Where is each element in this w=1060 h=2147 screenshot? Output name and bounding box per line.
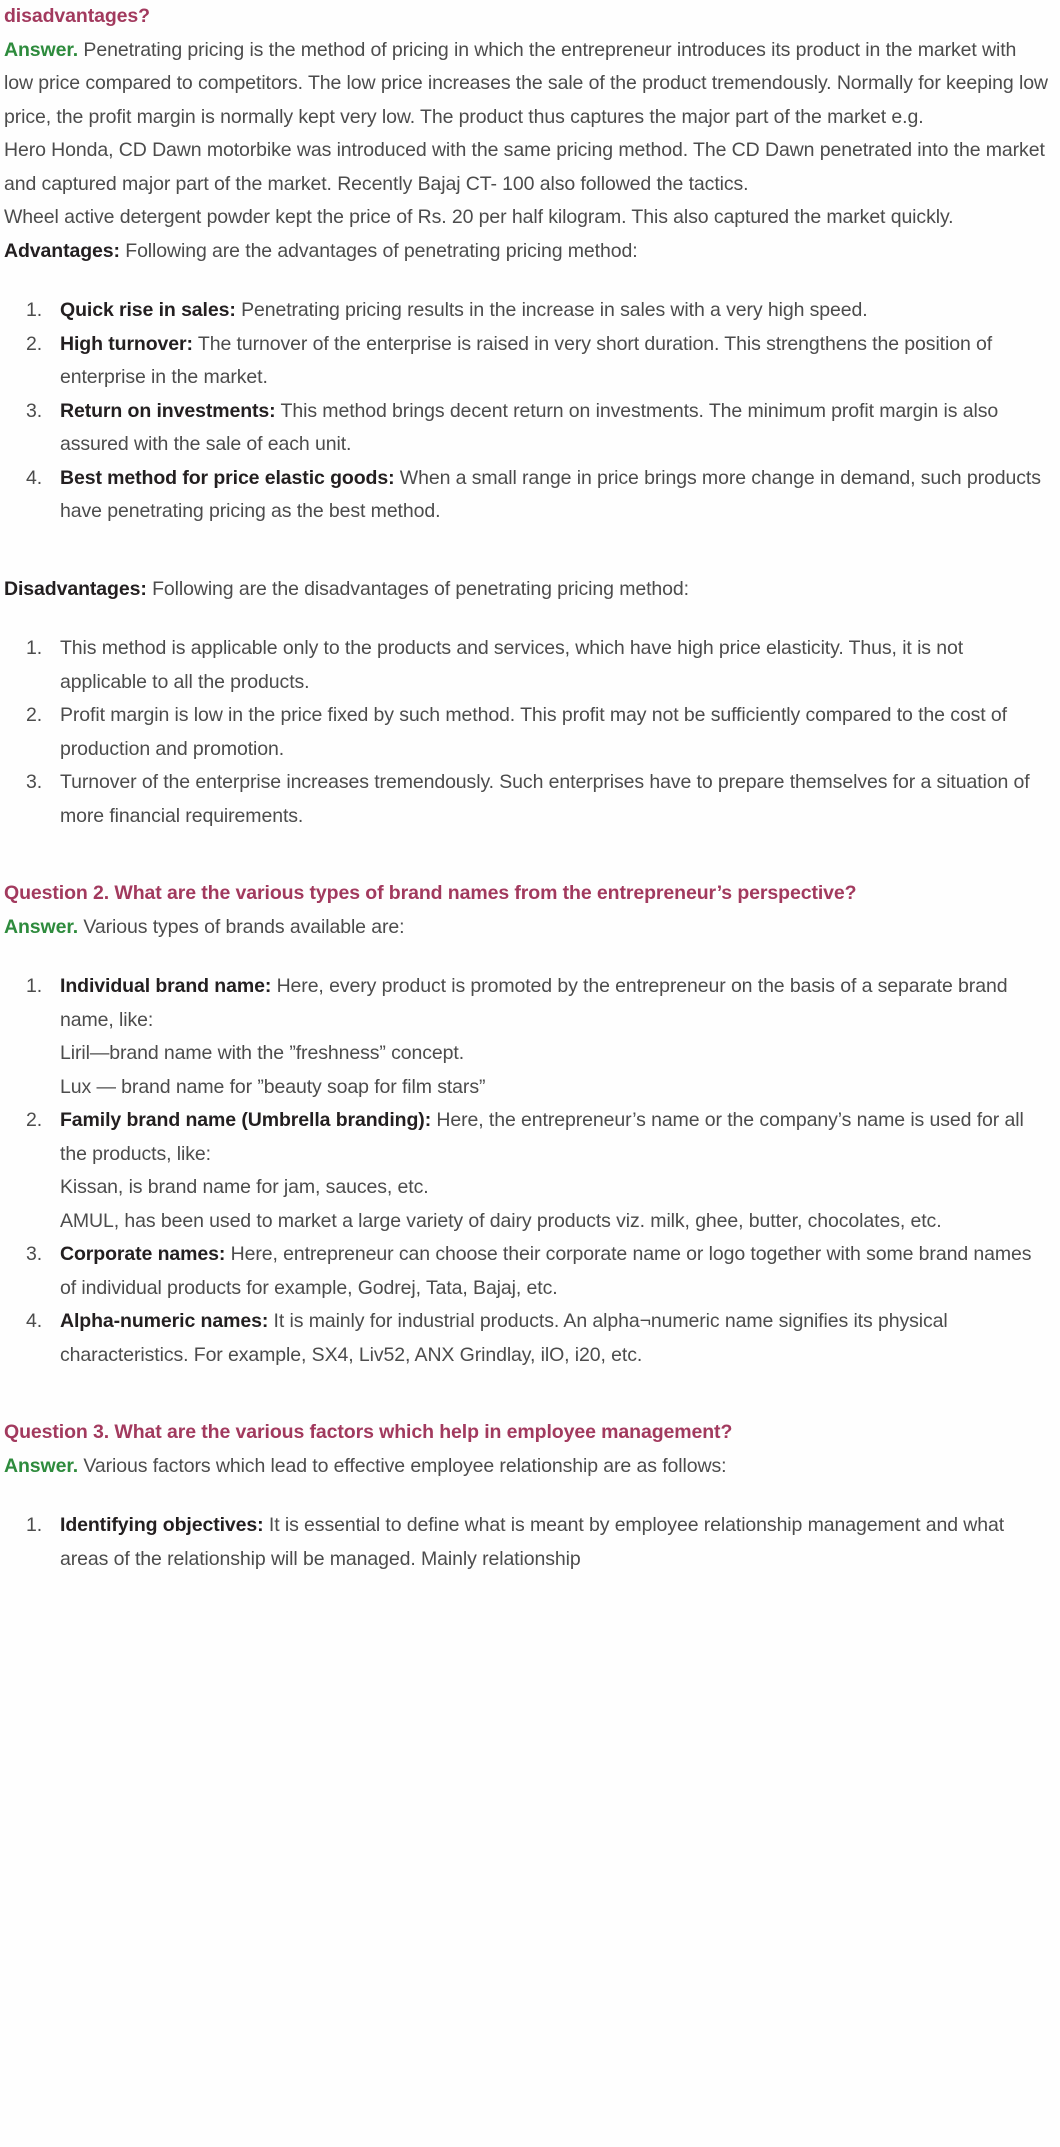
- question-1-heading-tail: disadvantages?: [4, 5, 150, 27]
- list-item: [4, 1305, 1050, 1372]
- answer-label: Answer.: [4, 38, 79, 61]
- advantages-label: Advantages:: [4, 239, 120, 262]
- list-item: [4, 395, 1050, 462]
- list-item-lead: Best method for price elastic goods:: [60, 466, 395, 489]
- list-item-text: Here, entrepreneur can choose their corporate name or logo together with some brand names of individual products for example, Godrej, Tata, Bajaj, etc.: [60, 1243, 1032, 1299]
- question-3-heading: Question 3. What are the various factors which help in employee management?: [4, 1421, 733, 1443]
- spacer: [4, 1372, 1050, 1416]
- list-item: [4, 699, 1050, 766]
- list-item-lead: Identifying objectives:: [60, 1514, 264, 1536]
- disadvantages-intro: [4, 573, 1050, 607]
- question-1-answer-paragraph-3: Wheel active detergent powder kept the price of Rs. 20 per half kilogram. This also captured the market quickly.: [4, 206, 954, 228]
- list-item: [4, 1238, 1050, 1305]
- question-2-answer: [4, 911, 1050, 945]
- list-item-lead: High turnover:: [60, 332, 193, 355]
- list-item-text: The turnover of the enterprise is raised in very short duration. This strengthens the position of enterprise in the market.: [60, 332, 993, 388]
- disadvantages-label: Disadvantages:: [4, 577, 147, 600]
- spacer: [4, 944, 1050, 970]
- list-item-subline: AMUL, has been used to market a large variety of dairy products viz. milk, ghee, butter, chocolates, etc.: [60, 1209, 942, 1232]
- answer-text: Various types of brands available are:: [78, 915, 405, 938]
- question-2-heading: Question 2. What are the various types of brand names from the entrepreneur’s perspective?: [4, 882, 857, 904]
- advantages-intro-text: Following are the advantages of penetrating pricing method:: [119, 239, 638, 262]
- list-item: [4, 328, 1050, 395]
- spacer: [4, 606, 1050, 632]
- brand-types-list: [4, 970, 1050, 1372]
- question-3-section: [4, 1416, 1050, 1576]
- list-item: [4, 970, 1050, 1104]
- list-item: [4, 294, 1050, 328]
- list-item: [4, 766, 1050, 833]
- list-item-text: It is mainly for industrial products. An alpha¬numeric name signifies its physical characteristics. For example, SX4, Liv52, ANX Grindlay, ilO, i20, etc.: [60, 1310, 948, 1366]
- list-item-lead: Quick rise in sales:: [60, 299, 236, 321]
- list-item-subline: Kissan, is brand name for jam, sauces, etc.: [60, 1176, 429, 1198]
- question-2-section: [4, 877, 1050, 1372]
- spacer: [4, 833, 1050, 877]
- list-item-text: Penetrating pricing results in the increase in sales with a very high speed.: [235, 299, 868, 321]
- list-item-text: This method is applicable only to the products and services, which have high price elasticity. Thus, it is not applicable to all the products.: [60, 637, 964, 693]
- disadvantages-intro-text: Following are the disadvantages of penetrating pricing method:: [146, 577, 689, 600]
- list-item-lead: Return on investments:: [60, 399, 276, 422]
- answer-text: Various factors which lead to effective employee relationship are as follows:: [78, 1454, 727, 1477]
- list-item: [4, 1104, 1050, 1238]
- question-3-answer: [4, 1450, 1050, 1484]
- list-item-lead: Alpha-numeric names:: [60, 1310, 269, 1332]
- spacer: [4, 268, 1050, 294]
- question-1-answer-paragraph-2: Hero Honda, CD Dawn motorbike was introduced with the same pricing method. The CD Dawn penetrated into the market and captured major part of the market. Recently Bajaj CT- 100 also followed the tactics.: [4, 139, 1045, 195]
- list-item-text: Here, every product is promoted by the entrepreneur on the basis of a separate brand name, like:: [60, 975, 1008, 1031]
- list-item-lead: Family brand name (Umbrella branding):: [60, 1109, 432, 1131]
- list-item-subline: Lux — brand name for ”beauty soap for film stars”: [60, 1075, 486, 1098]
- list-item: [4, 462, 1050, 529]
- spacer: [4, 1483, 1050, 1509]
- list-item: [4, 1509, 1050, 1576]
- list-item: [4, 632, 1050, 699]
- question-1-answer-paragraph-1: [4, 34, 1050, 135]
- answer-label: Answer.: [4, 915, 79, 938]
- question-1-section: [4, 0, 1050, 833]
- advantages-intro: [4, 235, 1050, 269]
- list-item-text: This method brings decent return on investments. The minimum profit margin is also assured with the sale of each unit.: [60, 399, 999, 455]
- list-item-text: When a small range in price brings more change in demand, such products have penetrating pricing as the best method.: [60, 466, 1041, 522]
- spacer: [4, 529, 1050, 573]
- list-item-text: Here, the entrepreneur’s name or the company’s name is used for all the products, like:: [60, 1109, 1024, 1165]
- list-item-text: Turnover of the enterprise increases tremendously. Such enterprises have to prepare themselves for a situation of more financial requirements.: [60, 771, 1030, 827]
- disadvantages-list: [4, 632, 1050, 833]
- list-item-lead: Corporate names:: [60, 1243, 226, 1265]
- list-item-subline: Liril—brand name with the ”freshness” concept.: [60, 1042, 465, 1064]
- answer-label: Answer.: [4, 1454, 79, 1477]
- list-item-text: Profit margin is low in the price fixed by such method. This profit may not be sufficiently compared to the cost of production and promotion.: [60, 704, 1007, 760]
- answer-text: Penetrating pricing is the method of pricing in which the entrepreneur introduces its product in the market with low price compared to competitors. The low price increases the sale of the product tremendously. Normally for keeping low price, the profit margin is normally kept very low. The product thus captures the major part of the market e.g.: [4, 38, 1048, 128]
- list-item-lead: Individual brand name:: [60, 975, 272, 997]
- employee-factors-list: [4, 1509, 1050, 1576]
- list-item-text: It is essential to define what is meant by employee relationship management and what areas of the relationship will be managed. Mainly relationship: [60, 1514, 1005, 1570]
- advantages-list: [4, 294, 1050, 529]
